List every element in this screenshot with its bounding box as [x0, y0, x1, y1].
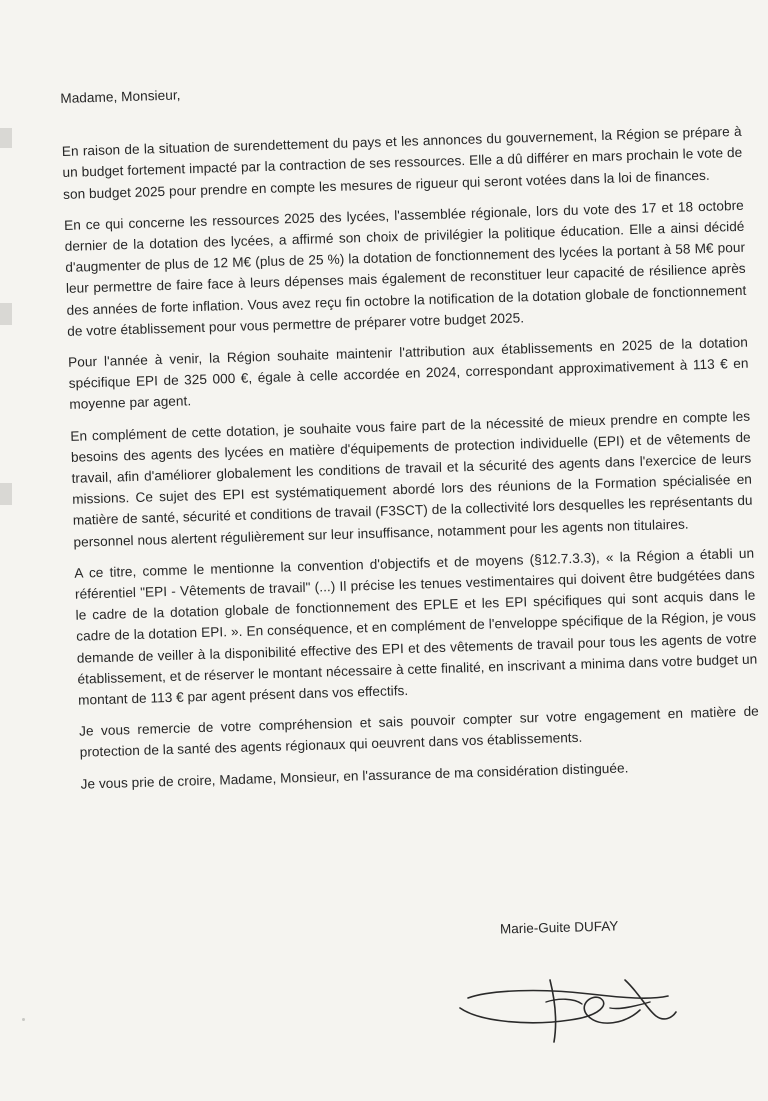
paragraph-thanks: Je vous remercie de votre compréhension et sais pouvoir compter sur votre engagement en matière de protection de la santé des agents régionaux qui oeuvrent dans vos établissements. [78, 703, 760, 761]
scan-edge-mark [0, 483, 12, 505]
scan-speck [22, 1018, 25, 1021]
handwritten-signature [450, 960, 690, 1050]
scan-edge-mark [0, 303, 12, 325]
paragraph-epi-dotation: Pour l'année à venir, la Région souhaite maintenir l'attribution aux établissements en 2025 de la dotation spécifique EPI de 325 000 €, égale à celle accordée en 2024, correspondant approximativement à 113 € en moyenne par agent. [67, 334, 749, 413]
paragraph-closing: Je vous prie de croire, Madame, Monsieur, en l'assurance de ma considération distinguée. [80, 760, 629, 792]
scan-edge-mark [0, 128, 12, 148]
paragraph-lycees-resources: En ce qui concerne les ressources 2025 des lycées, l'assemblée régionale, lors du vote des 17 et 18 octobre dernier de la dotation des lycées, a affirmé son choix de privilégier la politique éducation. Elle a ainsi décidé d'augmenter de plus de 12 M€ (plus de 25 %) la dotation de fonctionnement des lycées la portant à 58 M€ pour leur permettre de faire face à leurs dépenses mais également de reconstituer leur capacité de résilience après des années de forte inflation. Vous avez reçu fin octobre la notification de la dotation globale de fonctionnement de votre établissement pour vous permettre de préparer votre budget 2025. [63, 197, 747, 339]
paragraph-budget-context: En raison de la situation de surendettement du pays et les annonces du gouvernement, la Région se prépare à un budget fortement impacté par la contraction de ses ressources. Elle a dû différer en mars prochain le vote de son budget 2025 pour prendre en compte les mesures de rigueur qui seront votées dans la loi de finances. [61, 124, 743, 202]
paragraph-convention: A ce titre, comme le mentionne la convention d'objectifs et de moyens (§12.7.3.3), « la Région a établi un référentiel "EPI - Vêtements de travail" (...) Il précise les tenues vestimentaires qui doivent être budgétées dans le cadre de la dotation globale de fonctionnement des EPLE et les EPI spécifiques qui sont acquis dans le cadre de la dotation EPI. ». En conséquence, et en complément de l'enveloppe spécifique de la Région, je vous demande de veiller à la disponibilité effective des EPI et des vêtements de travail pour tous les agents de votre établissement, et de réserver le montant nécessaire à cette finalité, en inscrivant a minima dans votre budget un montant de 113 € par agent présent dans vos effectifs. [74, 545, 758, 708]
signatory-name: Marie-Guite DUFAY [499, 918, 619, 937]
paragraph-agents-needs: En complément de cette dotation, je souhaite vous faire part de la nécessité de mieux prendre en compte les besoins des agents des lycées en matière d'équipements de protection individuelle (EPI) et de vêtements de travail, afin d'améliorer globalement les conditions de travail et la sécurité des agents dans l'exercice de leurs missions. Ce sujet des EPI est systématiquement abordé lors des réunions de la Formation spécialisée en matière de santé, sécurité et conditions de travail (F3SCT) de la collectivité lors desquelles les représentants du personnel nous alertent régulièrement sur leur insuffisance, notamment pour les agents non titulaires. [70, 408, 753, 550]
letter-body [60, 68, 761, 805]
salutation: Madame, Monsieur, [60, 87, 181, 106]
